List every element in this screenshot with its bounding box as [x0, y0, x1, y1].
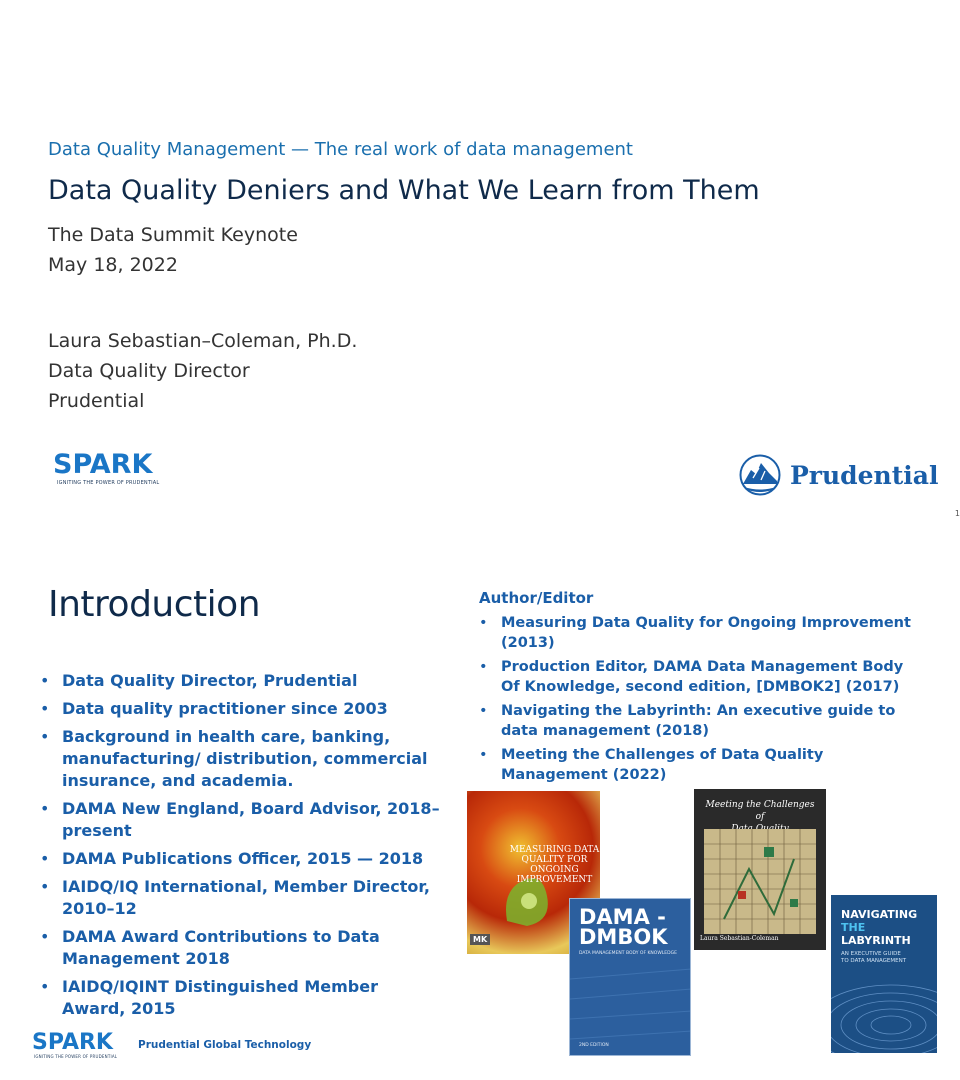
rock-of-gibraltar-icon: [739, 454, 781, 496]
spark-wordmark: SPARK: [32, 1030, 113, 1055]
list-item: • Navigating the Labyrinth: An executive guide to data management (2018): [479, 702, 919, 741]
author-org: Prudential: [48, 390, 145, 412]
prudential-wordmark: Prudential: [790, 461, 939, 490]
book-edition: 2ND EDITION: [579, 1043, 609, 1048]
page-number: 1: [954, 509, 960, 518]
texture-pattern-icon: [570, 959, 691, 1056]
list-item: • DAMA Award Contributions to Data Management 2018: [40, 926, 440, 970]
book-cover-dmbok: [569, 898, 691, 1056]
list-item: • IAIDQ/IQINT Distinguished Member Award, 2015: [40, 976, 440, 1020]
author-editor-heading: Author/Editor: [479, 589, 594, 607]
list-item: • Data quality practitioner since 2003: [40, 698, 440, 720]
spark-wordmark: SPARK: [53, 449, 153, 480]
book-cover-labyrinth: [831, 895, 937, 1053]
event-date: May 18, 2022: [48, 254, 178, 276]
list-item: • Background in health care, banking, manufacturing/ distribution, commercial insurance, and academia.: [40, 726, 440, 792]
labyrinth-lines-icon: [831, 965, 937, 1053]
publications-list: [479, 614, 919, 790]
book-subtitle: AN EXECUTIVE GUIDE TO DATA MANAGEMENT: [841, 951, 907, 964]
publisher-logo: MK: [470, 934, 490, 945]
book-title: Meeting the Challenges of: [705, 800, 815, 822]
manuscript-grid-icon: [704, 829, 816, 934]
list-item: • Data Quality Director, Prudential: [40, 670, 440, 692]
slide-subtitle: Data Quality Management — The real work of data management: [48, 139, 633, 160]
book-title-line-3: LABYRINTH: [841, 934, 911, 947]
event-name: The Data Summit Keynote: [48, 224, 298, 246]
book-cover-challenges: [694, 789, 826, 950]
slide-title: Data Quality Deniers and What We Learn from Them: [48, 175, 760, 206]
spark-tagline: IGNITING THE POWER OF PRUDENTIAL: [57, 480, 160, 486]
list-item: • DAMA New England, Board Advisor, 2018–present: [40, 798, 440, 842]
list-item: • Measuring Data Quality for Ongoing Improvement (2013): [479, 614, 919, 653]
list-item: • Meeting the Challenges of Data Quality Management (2022): [479, 746, 919, 785]
author-name: Laura Sebastian–Coleman, Ph.D.: [48, 330, 358, 352]
book-author: Laura Sebastian-Coleman: [700, 935, 779, 942]
list-item: • DAMA Publications Officer, 2015 — 2018: [40, 848, 440, 870]
slide-title: Introduction: [48, 584, 261, 625]
spark-tagline: IGNITING THE POWER OF PRUDENTIAL: [34, 1054, 118, 1059]
bio-list: [40, 670, 440, 1026]
list-item: • IAIDQ/IQ International, Member Director, 2010–12: [40, 876, 440, 920]
book-subtitle: DATA MANAGEMENT BODY OF KNOWLEDGE: [579, 951, 677, 956]
book-title: DAMA - DMBOK: [579, 905, 668, 949]
book-title-line-1: NAVIGATING: [841, 908, 918, 921]
footer-label: Prudential Global Technology: [138, 1039, 312, 1051]
author-role: Data Quality Director: [48, 360, 250, 382]
book-title-line-2: THE: [841, 921, 866, 934]
list-item: • Production Editor, DAMA Data Management Body Of Knowledge, second edition, [DMBOK2] (2017): [479, 658, 919, 697]
introduction-slide: [0, 540, 960, 1080]
book-title: MEASURING DATA QUALITY FOR ONGOING IMPROVEMENT: [509, 845, 600, 885]
